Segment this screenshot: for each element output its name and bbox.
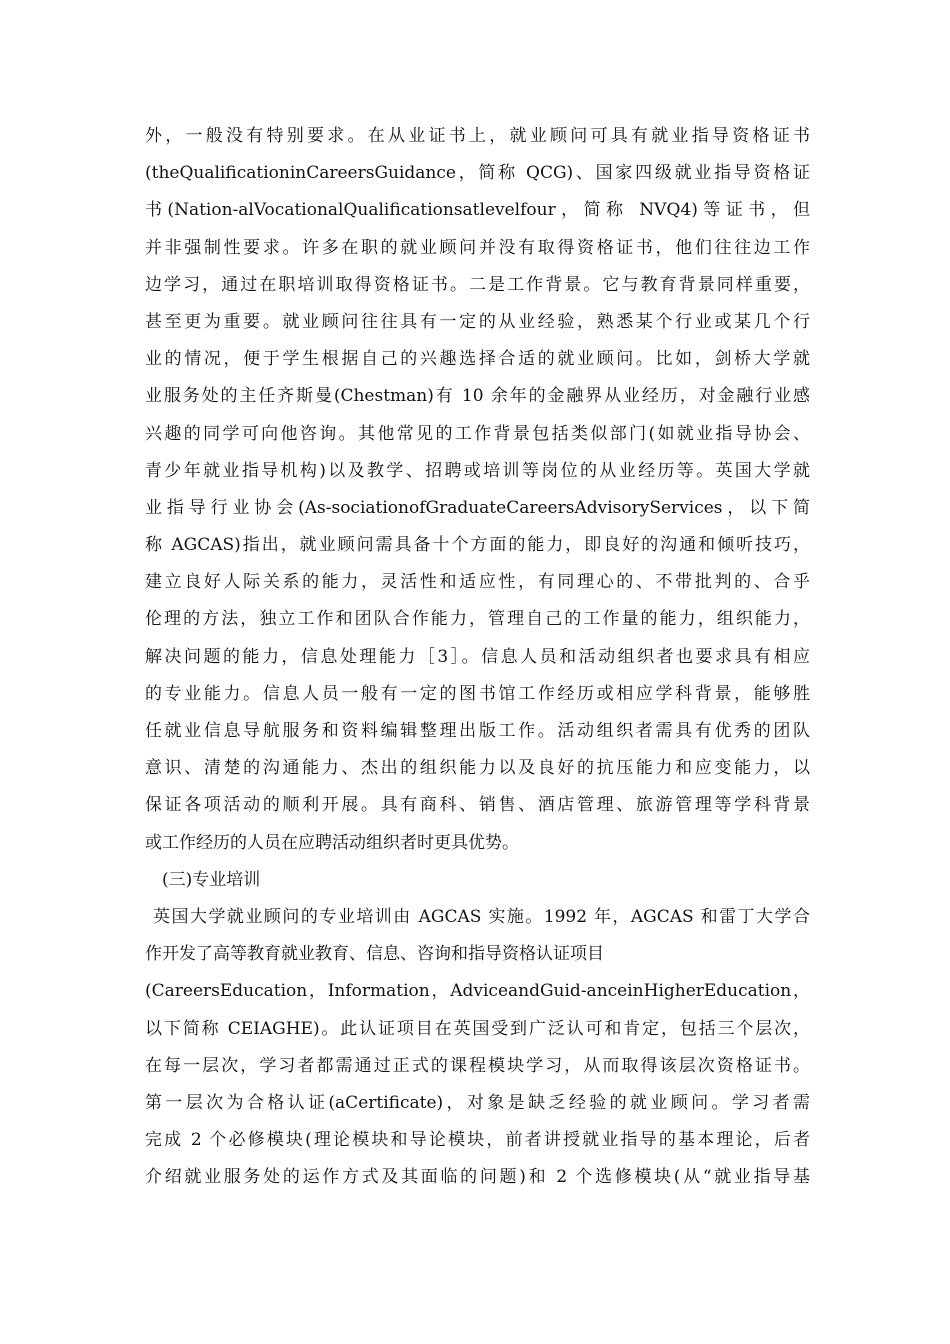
text-line: 称 AGCAS)指出，就业顾问需具备十个方面的能力，即良好的沟通和倾听技巧， (145, 535, 810, 556)
text-line: 介绍就业服务处的运作方式及其面临的问题)和 2 个选修模块(从“就业指导基 (145, 1167, 810, 1188)
section-heading: (三)专业培训 (162, 869, 261, 890)
text-line: 外，一般没有特别要求。在从业证书上，就业顾问可具有就业指导资格证书 (145, 126, 810, 146)
text-line: 第一层次为合格认证(aCertificate)，对象是缺乏经验的就业顾问。学习者需 (145, 1092, 810, 1113)
text-line: 完成 2 个必修模块(理论模块和导论模块，前者讲授就业指导的基本理论，后者 (145, 1130, 810, 1151)
text-line: (CareersEducation，Information，AdviceandGuid-anceinHigherEducation， (145, 981, 810, 1002)
text-line: 兴趣的同学可向他咨询。其他常见的工作背景包括类似部门(如就业指导协会、 (145, 423, 810, 444)
text-line: 伦理的方法，独立工作和团队合作能力，管理自己的工作量的能力，组织能力， (145, 609, 810, 630)
text-line: 建立良好人际关系的能力，灵活性和适应性，有同理心的、不带批判的、合乎 (145, 572, 810, 593)
text-line: 英国大学就业顾问的专业培训由 AGCAS 实施。1992 年，AGCAS 和雷丁大学合 (153, 906, 810, 927)
text-line: 任就业信息导航服务和资料编辑整理出版工作。活动组织者需具有优秀的团队 (145, 721, 810, 741)
text-line: 解决问题的能力，信息处理能力［3］。信息人员和活动组织者也要求具有相应 (145, 646, 810, 667)
body-text (145, 118, 810, 1196)
text-line: 业的情况，便于学生根据自己的兴趣选择合适的就业顾问。比如，剑桥大学就 (145, 349, 810, 370)
text-line: 甚至更为重要。就业顾问往往具有一定的从业经验，熟悉某个行业或某几个行 (145, 311, 810, 332)
text-line: 在每一层次，学习者都需通过正式的课程模块学习，从而取得该层次资格证书。 (145, 1055, 810, 1076)
text-line: 业服务处的主任齐斯曼(Chestman)有 10 余年的金融界从业经历，对金融行业感 (145, 386, 810, 407)
text-line: 意识、清楚的沟通能力、杰出的组织能力以及良好的抗压能力和应变能力，以 (145, 758, 810, 779)
text-line: 青少年就业指导机构)以及教学、招聘或培训等岗位的从业经历等。英国大学就 (145, 460, 810, 481)
text-line: 边学习，通过在职培训取得资格证书。二是工作背景。它与教育背景同样重要， (145, 274, 810, 295)
text-line: 或工作经历的人员在应聘活动组织者时更具优势。 (145, 832, 519, 853)
text-line: 作开发了高等教育就业教育、信息、咨询和指导资格认证项目 (145, 944, 604, 965)
text-line: 并非强制性要求。许多在职的就业顾问并没有取得资格证书，他们往往边工作 (145, 237, 810, 258)
text-line: 业指导行业协会(As-sociationofGraduateCareersAdvisoryServices，以下简 (145, 497, 810, 518)
text-line: 以下简称 CEIAGHE)。此认证项目在英国受到广泛认可和肯定，包括三个层次， (145, 1018, 810, 1039)
text-line: 书(Nation-alVocationalQualificationsatlevelfour，简称 NVQ4)等证书，但 (145, 200, 810, 221)
text-line: 保证各项活动的顺利开展。具有商科、销售、酒店管理、旅游管理等学科背景 (145, 795, 810, 816)
text-line: 的专业能力。信息人员一般有一定的图书馆工作经历或相应学科背景，能够胜 (145, 683, 810, 704)
text-line: (theQualificationinCareersGuidance，简称 QCG)、国家四级就业指导资格证 (145, 163, 810, 184)
